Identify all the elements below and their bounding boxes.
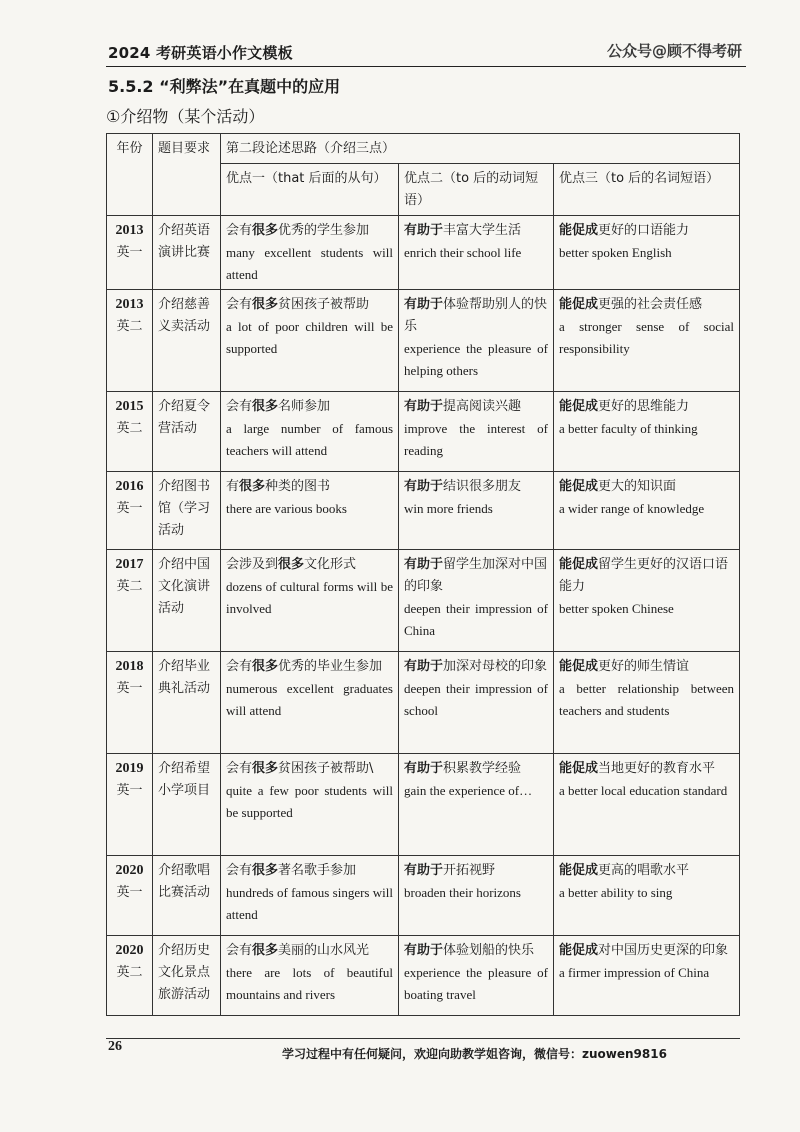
advantage-3-keyword: 能促成 (559, 863, 599, 878)
table-row (107, 290, 740, 392)
advantage-2-zh (404, 554, 548, 598)
year-value: 2020 (115, 863, 144, 878)
advantage-2-rest: 加深对母校的印象 (443, 659, 548, 674)
advantage-1-prefix: 会有 (226, 223, 253, 238)
advantage-3-zh (559, 476, 734, 498)
advantage-2-rest: 提高阅读兴趣 (443, 399, 522, 414)
advantage-2-en: gain the experience of… (404, 783, 533, 798)
advantage-2-zh (404, 476, 548, 498)
advantage-1-en: many excellent students will attend (226, 245, 393, 282)
advantage-1-en: hundreds of famous singers will attend (226, 885, 393, 922)
advantage-1-zh (226, 940, 393, 962)
advantage-1-zh (226, 860, 393, 882)
advantage-1-rest: 著名歌手参加 (278, 863, 357, 878)
table-row (107, 652, 740, 754)
advantage-3-zh (559, 554, 734, 598)
advantage-2-cell (399, 392, 554, 472)
advantage-1-keyword: 很多 (252, 943, 279, 958)
advantage-1-keyword: 很多 (252, 223, 279, 238)
header-watermark: 公众号@顾不得考研 (606, 42, 742, 60)
advantage-2-cell (399, 652, 554, 754)
advantage-2-keyword: 有助于 (404, 479, 444, 494)
advantage-3-en: a stronger sense of social responsibility (559, 319, 735, 356)
header-topic: 题目要求 (153, 134, 221, 216)
year-cell (107, 856, 153, 936)
advantage-1-prefix: 有 (226, 479, 240, 494)
advantage-1-cell (221, 472, 399, 550)
advantage-3-zh (559, 220, 734, 242)
advantage-3-cell (554, 472, 740, 550)
advantage-2-en: experience the pleasure of helping others (404, 341, 548, 378)
year-cell (107, 290, 153, 392)
advantage-2-en: win more friends (404, 501, 493, 516)
advantage-2-zh (404, 656, 548, 678)
advantage-1-keyword: 很多 (252, 297, 279, 312)
header-divider (106, 66, 746, 67)
advantage-1-en: dozens of cultural forms will be involved (226, 579, 393, 616)
advantage-2-en: improve the interest of reading (404, 421, 548, 458)
advantage-3-zh (559, 940, 734, 962)
table-row (107, 550, 740, 652)
exam-type: 英二 (116, 421, 143, 436)
advantage-3-rest: 更强的社会责任感 (598, 297, 703, 312)
year-value: 2016 (115, 479, 144, 494)
advantage-1-rest: 优秀的毕业生参加 (278, 659, 383, 674)
advantage-3-keyword: 能促成 (559, 297, 599, 312)
advantage-2-rest: 体验帮助别人的快乐 (404, 297, 548, 334)
advantage-3-keyword: 能促成 (559, 399, 599, 414)
year-value: 2019 (115, 761, 144, 776)
advantage-1-prefix: 会有 (226, 297, 253, 312)
exam-type: 英一 (116, 501, 143, 516)
advantage-1-rest: 文化形式 (304, 557, 357, 572)
exam-type: 英一 (116, 245, 143, 260)
exam-type: 英二 (116, 319, 143, 334)
advantage-1-keyword: 很多 (252, 761, 279, 776)
topic-cell: 介绍毕业典礼活动 (153, 652, 221, 754)
advantage-1-prefix: 会有 (226, 863, 253, 878)
advantage-3-zh (559, 294, 734, 316)
advantage-1-zh (226, 396, 393, 418)
advantage-1-zh (226, 220, 393, 242)
advantage-1-cell (221, 754, 399, 856)
year-cell (107, 472, 153, 550)
advantage-1-en: there are lots of beautiful mountains and rivers (226, 965, 393, 1002)
advantage-2-en: deepen their impression of China (404, 601, 548, 638)
advantage-2-keyword: 有助于 (404, 863, 444, 878)
topic-cell: 介绍英语演讲比赛 (153, 216, 221, 290)
advantage-1-keyword: 很多 (252, 399, 279, 414)
advantage-2-keyword: 有助于 (404, 557, 444, 572)
advantage-3-cell (554, 392, 740, 472)
advantage-1-keyword: 很多 (252, 659, 279, 674)
advantage-1-cell (221, 216, 399, 290)
header-advantage-2: 优点二（to 后的动词短语） (399, 164, 554, 216)
advantage-3-en: a better ability to sing (559, 885, 673, 900)
advantage-2-en: deepen their impression of school (404, 681, 548, 718)
header-advantage-3: 优点三（to 后的名词短语） (554, 164, 740, 216)
advantage-3-cell (554, 652, 740, 754)
advantage-3-en: better spoken Chinese (559, 601, 674, 616)
table-row (107, 936, 740, 1016)
advantage-3-zh (559, 396, 734, 418)
advantage-1-zh (226, 656, 393, 678)
advantage-3-keyword: 能促成 (559, 479, 599, 494)
topic-cell: 介绍历史文化景点旅游活动 (153, 936, 221, 1016)
advantage-2-cell (399, 290, 554, 392)
advantage-3-zh (559, 656, 734, 678)
year-cell (107, 392, 153, 472)
advantage-1-cell (221, 550, 399, 652)
year-cell (107, 550, 153, 652)
subsection-title: ①介绍物（某个活动） (106, 107, 265, 126)
year-value: 2013 (115, 297, 144, 312)
advantage-2-rest: 留学生加深对中国的印象 (404, 557, 548, 594)
advantage-1-zh (226, 758, 393, 780)
advantage-1-rest: 贫困孩子被帮助\ (278, 761, 374, 776)
advantage-1-en: there are various books (226, 501, 347, 516)
advantage-3-en: a wider range of knowledge (559, 501, 705, 516)
advantage-2-rest: 体验划船的快乐 (443, 943, 535, 958)
advantage-3-keyword: 能促成 (559, 761, 599, 776)
advantage-3-keyword: 能促成 (559, 659, 599, 674)
advantage-1-en: quite a few poor students will be supported (226, 783, 393, 820)
year-value: 2018 (115, 659, 144, 674)
advantage-2-keyword: 有助于 (404, 223, 444, 238)
advantage-1-cell (221, 936, 399, 1016)
table-row (107, 472, 740, 550)
advantage-2-keyword: 有助于 (404, 659, 444, 674)
topic-cell: 介绍夏令营活动 (153, 392, 221, 472)
advantage-3-cell (554, 936, 740, 1016)
footer-note: 学习过程中有任何疑问，欢迎向助教学姐咨询，微信号：zuowen9816 (282, 1047, 667, 1061)
advantage-2-zh (404, 860, 548, 882)
topic-cell: 介绍慈善义卖活动 (153, 290, 221, 392)
advantage-2-keyword: 有助于 (404, 297, 444, 312)
advantage-1-keyword: 很多 (252, 863, 279, 878)
advantage-2-cell (399, 856, 554, 936)
advantage-2-cell (399, 550, 554, 652)
advantage-3-rest: 更高的唱歌水平 (598, 863, 690, 878)
advantage-1-en: numerous excellent graduates will attend (226, 681, 393, 718)
advantage-3-en: a better faculty of thinking (559, 421, 698, 436)
advantage-1-prefix: 会涉及到 (226, 557, 279, 572)
advantage-2-en: broaden their horizons (404, 885, 521, 900)
advantage-3-rest: 更好的师生情谊 (598, 659, 690, 674)
advantage-1-rest: 贫困孩子被帮助 (278, 297, 370, 312)
year-cell (107, 936, 153, 1016)
advantage-1-keyword: 很多 (239, 479, 266, 494)
advantage-3-cell (554, 754, 740, 856)
advantage-2-rest: 丰富大学生活 (443, 223, 522, 238)
advantage-3-rest: 更好的思维能力 (598, 399, 690, 414)
topic-cell: 介绍中国文化演讲活动 (153, 550, 221, 652)
table-header-row (107, 134, 740, 164)
exam-type: 英二 (116, 965, 143, 980)
advantage-1-en: a large number of famous teachers will attend (226, 421, 393, 458)
advantage-1-prefix: 会有 (226, 659, 253, 674)
exam-type: 英一 (116, 885, 143, 900)
year-value: 2020 (115, 943, 144, 958)
advantage-2-zh (404, 758, 548, 780)
advantage-3-cell (554, 550, 740, 652)
year-value: 2015 (115, 399, 144, 414)
advantage-3-keyword: 能促成 (559, 557, 599, 572)
topic-cell: 介绍希望小学项目 (153, 754, 221, 856)
year-cell (107, 216, 153, 290)
advantage-2-rest: 开拓视野 (443, 863, 496, 878)
year-value: 2013 (115, 223, 144, 238)
advantage-3-rest: 留学生更好的汉语口语能力 (559, 557, 729, 594)
advantage-2-en: experience the pleasure of boating travel (404, 965, 548, 1002)
advantage-1-zh (226, 294, 393, 316)
advantage-2-rest: 结识很多朋友 (443, 479, 522, 494)
advantage-3-en: a better local education standard (559, 783, 728, 798)
advantage-1-keyword: 很多 (278, 557, 305, 572)
advantage-3-en: a firmer impression of China (559, 965, 710, 980)
header-title: 2024 考研英语小作文模板 (108, 44, 293, 62)
table-row (107, 392, 740, 472)
advantage-3-cell (554, 856, 740, 936)
advantage-3-cell (554, 216, 740, 290)
advantage-3-rest: 当地更好的教育水平 (598, 761, 716, 776)
advantage-1-zh (226, 554, 393, 576)
table-row (107, 216, 740, 290)
topic-cell: 介绍图书馆（学习活动 (153, 472, 221, 550)
section-title: 5.5.2 “利弊法”在真题中的应用 (108, 77, 341, 96)
advantage-3-en: a better relationship between teachers and students (559, 681, 735, 718)
advantage-1-prefix: 会有 (226, 943, 253, 958)
advantage-2-zh (404, 940, 548, 962)
table-row (107, 754, 740, 856)
advantage-3-rest: 对中国历史更深的印象 (598, 943, 729, 958)
advantage-3-zh (559, 860, 734, 882)
template-table (106, 133, 740, 1016)
table-row (107, 856, 740, 936)
advantage-2-rest: 积累教学经验 (443, 761, 522, 776)
page-number: 26 (108, 1039, 122, 1054)
advantage-1-rest: 优秀的学生参加 (278, 223, 370, 238)
advantage-3-zh (559, 758, 734, 780)
advantage-2-keyword: 有助于 (404, 399, 444, 414)
advantage-1-cell (221, 290, 399, 392)
advantage-2-zh (404, 396, 548, 418)
advantage-1-prefix: 会有 (226, 399, 253, 414)
advantage-1-cell (221, 392, 399, 472)
topic-cell: 介绍歌唱比赛活动 (153, 856, 221, 936)
advantage-1-zh (226, 476, 393, 498)
advantage-3-rest: 更大的知识面 (598, 479, 677, 494)
exam-type: 英二 (116, 579, 143, 594)
advantage-3-keyword: 能促成 (559, 223, 599, 238)
advantage-2-en: enrich their school life (404, 245, 522, 260)
advantage-2-cell (399, 754, 554, 856)
advantage-2-zh (404, 220, 548, 242)
advantage-3-keyword: 能促成 (559, 943, 599, 958)
year-cell (107, 754, 153, 856)
header-span: 第二段论述思路（介绍三点） (221, 134, 740, 164)
exam-type: 英一 (116, 681, 143, 696)
advantage-2-keyword: 有助于 (404, 761, 444, 776)
advantage-2-cell (399, 216, 554, 290)
header-year: 年份 (107, 134, 153, 216)
year-cell (107, 652, 153, 754)
advantage-1-cell (221, 652, 399, 754)
advantage-2-cell (399, 472, 554, 550)
advantage-2-zh (404, 294, 548, 338)
advantage-2-keyword: 有助于 (404, 943, 444, 958)
advantage-1-prefix: 会有 (226, 761, 253, 776)
year-value: 2017 (115, 557, 144, 572)
exam-type: 英一 (116, 783, 143, 798)
advantage-2-cell (399, 936, 554, 1016)
footer-divider (106, 1038, 740, 1039)
advantage-1-en: a lot of poor children will be supported (226, 319, 393, 356)
advantage-3-rest: 更好的口语能力 (598, 223, 690, 238)
advantage-1-rest: 美丽的山水风光 (278, 943, 370, 958)
advantage-1-rest: 名师参加 (278, 399, 331, 414)
advantage-1-rest: 种类的图书 (265, 479, 331, 494)
advantage-1-cell (221, 856, 399, 936)
header-advantage-1: 优点一（that 后面的从句） (221, 164, 399, 216)
advantage-3-cell (554, 290, 740, 392)
advantage-3-en: better spoken English (559, 245, 672, 260)
